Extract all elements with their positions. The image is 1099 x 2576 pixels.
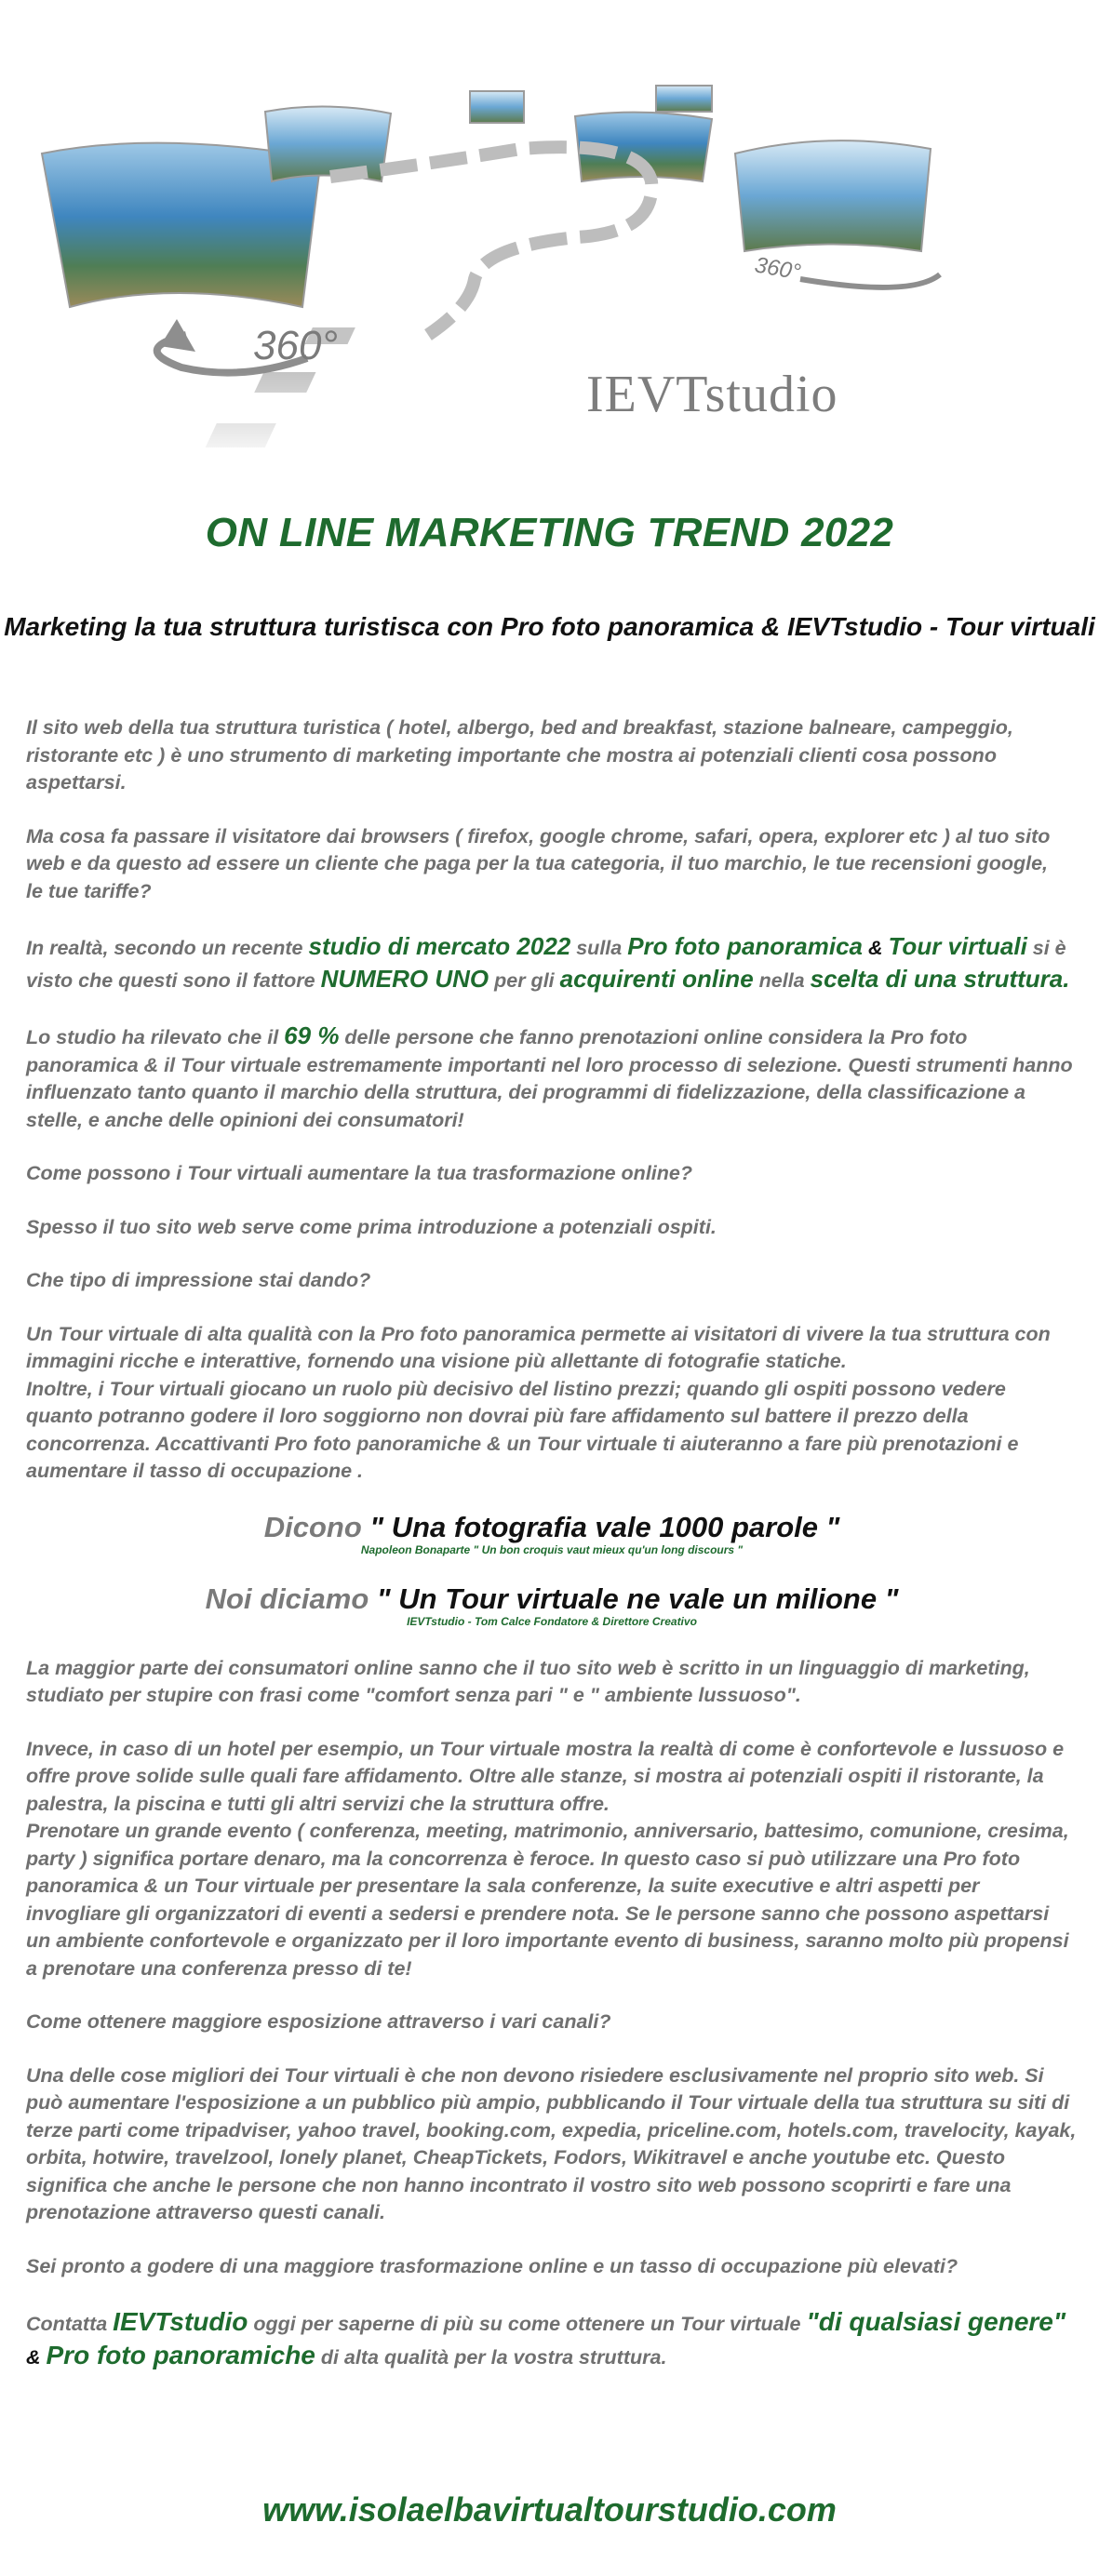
text-span: &: [863, 937, 889, 959]
paragraph-statistic: [26, 1022, 1078, 1134]
quote-text: " Un Tour virtuale ne vale un milione ": [376, 1582, 899, 1615]
text-span: Inoltre, i Tour virtuali giocano un ruolo più decisivo del listino prezzi; quando gli ospiti possono vedere quanto potranno godere il loro soggiorno non dovrai più fare affidamento sul battere il prezzo della concorrenza. Accattivanti Pro foto panoramiche & un Tour virtuale ti aiuteranno a fare più prenotazioni e aumentare il tasso di occupazione .: [26, 1377, 1019, 1482]
panorama-logo-artwork: [0, 0, 1099, 465]
text-span: In realtà, secondo un recente: [26, 937, 309, 959]
text-span: Un Tour virtuale di alta qualità con la Pro foto panoramica permette ai visitatori di vivere la tua struttura con immagini ricche e interattive, fornendo una visione più allettante di fotografie statiche.: [26, 1322, 1051, 1372]
page-subtitle: Marketing la tua struttura turistisca con Pro foto panoramica & IEVTstudio - Tour virtuali: [4, 612, 1095, 641]
website-link[interactable]: www.isolaelbavirtualtourstudio.com: [262, 2490, 837, 2529]
label-360-small: 360°: [752, 252, 803, 286]
paragraph-intro-guests: Spesso il tuo sito web serve come prima introduzione a potenziali ospiti.: [26, 1215, 717, 1238]
text-span: si è visto che questi sono il fattore: [26, 937, 1066, 992]
text-span: le tue tariffe?: [26, 879, 152, 902]
paragraph-benefits: [26, 1321, 1078, 1486]
quote-caption: Napoleon Bonaparte " Un bon croquis vaut mieux qu'un long discours ": [360, 1542, 744, 1556]
highlight-brand: IEVTstudio: [113, 2307, 248, 2336]
label-360: 360°: [253, 323, 339, 368]
text-span: Contatta: [26, 2313, 114, 2335]
paragraph-contact: [26, 2306, 1078, 2373]
highlight-tour: Tour virtuali: [888, 932, 1027, 960]
panorama-photo-small: [470, 91, 524, 123]
reflection-fade: [0, 372, 1099, 465]
paragraph-impression: Che tipo di impressione stai dando?: [26, 1269, 371, 1291]
paragraph-question-2: Come possono i Tour virtuali aumentare la tua trasformazione online?: [26, 1162, 692, 1184]
quote-line: [26, 1512, 1078, 1543]
paragraph-question: [26, 823, 1078, 906]
highlight-study: studio di mercato 2022: [308, 932, 571, 960]
paragraph-channels: Una delle cose migliori dei Tour virtuali è che non devono risiedere esclusivamente nel proprio sito web. Si può aumentare l'esposizione a un pubblico più ampio, pubblicando il Tour virtuale della tua struttura su siti di terze parti come tripadviser, yahoo travel, booking.com, expedia, priceline.com, hotels.com, travelocity, kayak, orbita, hotwire, travelzool, lonely planet, CheapTickets, Fodors, Wikitravel e anche youtube etc. Questo significa che anche le persone che non hanno incontrato il vostro sito web possono scoprirti e fare una prenotazione attraverso questi canali.: [26, 2063, 1077, 2223]
highlight-percentage: 69 %: [284, 1021, 340, 1049]
highlight-scelta: scelta di una struttura.: [810, 965, 1070, 993]
page-title: ON LINE MARKETING TREND 2022: [205, 510, 894, 555]
quote-block-2: [26, 1583, 1078, 1629]
text-span: di alta qualità per la vostra struttura.: [315, 2346, 667, 2369]
quote-text: " Una fotografia vale 1000 parole ": [369, 1510, 840, 1543]
quote-caption: IEVTstudio - Tom Calce Fondatore & Direttore Creativo: [407, 1614, 697, 1628]
text-span: per gli: [489, 969, 560, 992]
text-span: sulla: [570, 937, 628, 959]
panorama-photo-small: [656, 86, 712, 112]
highlight-numero-uno: NUMERO UNO: [320, 965, 489, 993]
text-span: &: [26, 2346, 47, 2369]
text-span: Prenotare un grande evento ( conferenza, meeting, matrimonio, anniversario, battesimo, comunione, cresima, party ) significa portare denaro, ma la concorrenza è feroce. In questo caso si può utilizzare una Pro foto panoramica & un Tour virtuale per presentare la sala conferenze, la suite executive e altri aspetti per invogliare gli organizzatori di eventi a sedersi e prendere nota. Se le persone sanno che possono aspettarsi un ambiente confortevole e organizzato per il loro importante evento di business, saranno molto più propensi a prenotare una conferenza presso di te!: [26, 1820, 1069, 1980]
text-span: nella: [753, 969, 811, 992]
quote-lead: Dicono: [263, 1510, 362, 1543]
text-span: delle persone che fanno prenotazioni online considera la Pro foto panoramica & il Tour virtuale estremamente importanti nel loro processo di selezione. Questi strumenti hanno influenzato tanto quanto il marchio della struttura, dei programmi di fidelizzazione, della classificazione a stelle, e anche delle opinioni dei consumatori!: [26, 1026, 1073, 1131]
highlight-genere: "di qualsiasi genere": [806, 2307, 1066, 2336]
highlight-pro-foto-panoramiche: Pro foto panoramiche: [46, 2341, 315, 2369]
paragraph-ready: Sei pronto a godere di una maggiore trasformazione online e un tasso di occupazione più elevati?: [26, 2254, 958, 2277]
paragraph-study: [26, 931, 1078, 996]
article-body: [26, 714, 1078, 2399]
text-span: Ma cosa fa passare il visitatore dai browsers ( firefox, google chrome, safari, opera, explorer etc ) al tuo sito web e da questo ad essere un cliente che paga per la tua categoria, il tuo marchio, le tue recensioni google,: [26, 824, 1051, 874]
paragraph-intro: Il sito web della tua struttura turistica ( hotel, albergo, bed and breakfast, stazione balneare, campeggio, ristorante etc ) è uno strumento di marketing importante che mostra ai potenziali clienti cosa possono aspettarsi.: [26, 716, 1013, 794]
paragraph-consumers: La maggior parte dei consumatori online sanno che il tuo sito web è scritto in un linguaggio di marketing, studiato per stupire con frasi come "comfort senza pari " e " ambiente lussuoso".: [26, 1656, 1030, 1706]
paragraph-hotel-events: [26, 1736, 1078, 1983]
text-span: oggi per saperne di più su come ottenere un Tour virtuale: [248, 2313, 807, 2335]
quote-lead: Noi diciamo: [205, 1582, 369, 1615]
arrow-head-icon: [160, 319, 195, 352]
quote-block-1: [26, 1512, 1078, 1557]
text-span: Lo studio ha rilevato che il: [26, 1026, 285, 1048]
panorama-photo-far-right: [735, 140, 931, 251]
panorama-photo-center: [265, 106, 391, 181]
highlight-pro-foto: Pro foto panoramica: [627, 932, 864, 960]
rotation-arrow-icon: [800, 274, 940, 287]
highlight-acquirenti: acquirenti online: [559, 965, 754, 993]
hero-banner: [0, 0, 1099, 465]
quote-line: [26, 1583, 1078, 1615]
paragraph-question-3: Come ottenere maggiore esposizione attraverso i vari canali?: [26, 2010, 611, 2033]
brand-logo-text: IEVTstudio: [586, 366, 838, 423]
text-span: Invece, in caso di un hotel per esempio, un Tour virtuale mostra la realtà di come è confortevole e lussuoso e offre prove solide sulle quali fare affidamento. Oltre alle stanze, si mostra ai potenziali ospiti il ristorante, la palestra, la piscina e tutti gli altri servizi che la struttura offre.: [26, 1737, 1065, 1815]
